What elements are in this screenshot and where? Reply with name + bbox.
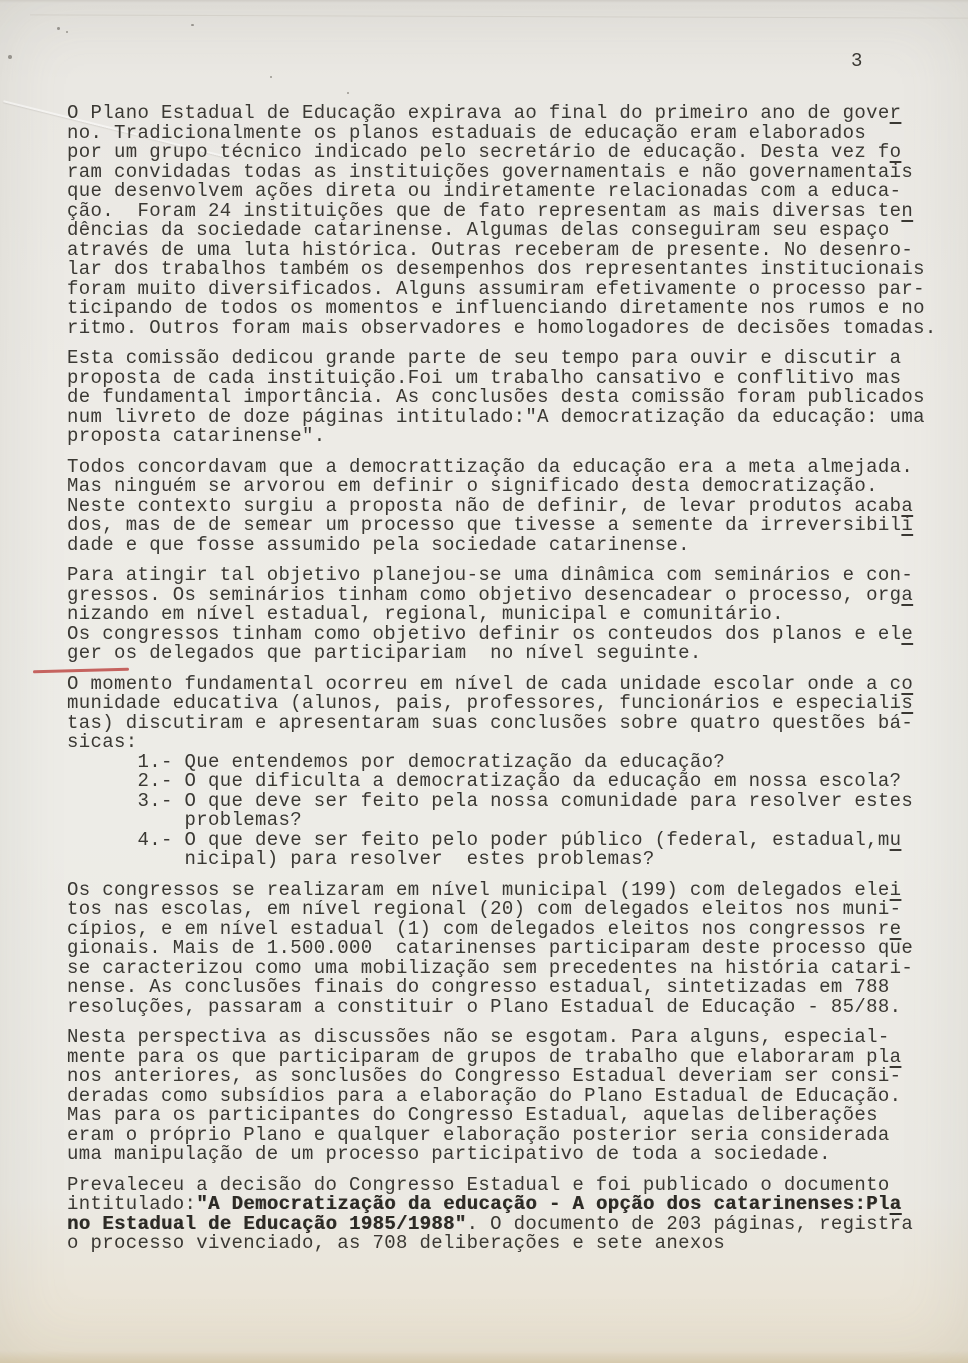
paragraph-2: [67, 349, 937, 447]
text-segment: Neste contexto surgiu a proposta não de definir, de levar produtos acab: [67, 494, 902, 517]
text-segment: num livreto de doze páginas intitulado:"A democratização da educação: uma: [67, 405, 925, 428]
text-segment: a: [901, 583, 914, 606]
text-segment: Os congressos tinham como objetivo definir os conteudos dos planos e el: [67, 622, 902, 645]
typewritten-text-block: [67, 104, 937, 1265]
text-segment: Os congressos se realizaram em nível municipal (199) com delegados ele: [67, 878, 890, 901]
text-segment: a: [889, 1193, 902, 1215]
text-segment: i: [901, 514, 914, 536]
text-line: [67, 850, 937, 870]
text-segment: lar dos trabalhos também os desempenhos dos representantes institucionais: [67, 258, 925, 280]
page-number: 3: [851, 50, 863, 72]
text-segment: mente para os que participaram de grupos de trabalho que elaboraram pl: [67, 1045, 890, 1068]
text-segment: 3.- O que deve ser feito pela nossa comunidade para resolver estes: [67, 789, 914, 812]
text-segment: tos nas escolas, em nível regional (20) com delegados eleitos nos muni-: [67, 898, 902, 920]
text-segment: proposta catarinense".: [67, 425, 326, 447]
text-segment: ram convidadas todas as instituições governamentais e não governamentais: [67, 160, 914, 183]
text-segment: intitulado:: [67, 1193, 197, 1215]
scan-speck: [347, 92, 349, 94]
text-segment: o processo vivenciado, as 708 deliberações e sete anexos: [67, 1232, 726, 1254]
text-segment: 4.- O que deve ser feito pelo poder público (federal, estadual,m: [67, 828, 890, 851]
text-segment: ritmo. Outros foram mais observadores e homologadores de decisões tomadas.: [67, 316, 937, 339]
paragraph-8: [67, 1173, 937, 1254]
text-line: [67, 711, 937, 734]
text-segment: foram muito diversificados. Alguns assumiram efetivamente o processo par-: [67, 277, 925, 300]
text-segment: O Plano Estadual de Educação expirava ao final do primeiro ano de gove: [67, 102, 890, 124]
text-segment: O momento fundamental ocorreu em nível de cada unidade escolar onde a c: [67, 672, 902, 695]
text-segment: gionais. Mais de 1.500.000 catarinenses participaram deste processo que: [67, 937, 914, 959]
text-segment: Nesta perspectiva as discussões não se esgotam. Para alguns, especial-: [67, 1026, 890, 1048]
text-segment: o: [901, 672, 914, 695]
text-segment: a: [901, 494, 914, 517]
text-segment: no Estadual de Educação 1985/1988": [67, 1212, 467, 1235]
text-segment: através de uma luta histórica. Outras receberam de presente. No desenro-: [67, 238, 914, 261]
text-segment: u: [889, 828, 902, 851]
text-segment: ger os delegados que participariam no nível seguinte.: [67, 642, 702, 664]
scan-speck: [8, 55, 12, 59]
text-segment: dade e que fosse assumido pela sociedade catarinense.: [67, 533, 690, 556]
paragraph-7: [67, 1028, 937, 1165]
text-line: [67, 1234, 937, 1254]
text-segment: no. Tradicionalmente os planos estaduais de educação eram elaborados: [67, 121, 867, 144]
text-line: [67, 644, 937, 664]
scan-crease: [30, 14, 968, 18]
text-segment: eram o próprio Plano e qualquer elaboração posterior seria considerada: [67, 1123, 890, 1146]
text-segment: cípios, e em nível estadual (1) com delegados eleitos nos congressos r: [67, 917, 890, 940]
text-segment: n: [901, 199, 914, 222]
paragraph-1: [67, 104, 937, 338]
text-segment: proposta de cada instituição.Foi um trabalho cansativo e conflitivo mas: [67, 366, 902, 389]
text-segment: de fundamental importância. As conclusões desta comissão foram publicados: [67, 386, 925, 408]
text-segment: uma manipulação de um processo participativo de toda a sociedade.: [67, 1143, 831, 1165]
text-segment: Todos concordavam que a democrattização da educação era a meta almejada.: [67, 455, 914, 478]
scan-speck: [270, 76, 272, 78]
text-segment: problemas?: [67, 809, 303, 831]
text-segment: 2.- O que dificulta a democratização da educação em nossa escola?: [67, 770, 902, 792]
paragraph-6: [67, 878, 937, 1018]
scan-bottom-edge: [0, 1351, 968, 1363]
text-segment: nicipal) para resolver estes problemas?: [67, 848, 655, 870]
text-segment: por um grupo técnico indicado pelo secretário de educação. Desta vez f: [67, 141, 890, 163]
text-segment: o: [889, 141, 902, 163]
text-line: [67, 427, 937, 447]
text-segment: "A Democratização da educação - A opção dos catarinenses:Pl: [196, 1193, 890, 1215]
text-segment: e: [889, 917, 902, 940]
text-segment: dências da sociedade catarinense. Algumas delas conseguiram seu espaço: [67, 219, 890, 241]
scan-top-edge: [0, 0, 968, 3]
text-segment: nos anteriores, as sonclusões do Congresso Estadual deveriam ser consi-: [67, 1065, 902, 1087]
text-segment: tas) discutiram e apresentaram suas conclusões sobre quatro questões bá-: [67, 711, 914, 734]
text-segment: Para atingir tal objetivo planejou-se uma dinâmica com seminários e con-: [67, 564, 914, 586]
text-segment: nense. As conclusões finais do congresso estadual, sintetizadas em 788: [67, 976, 890, 998]
text-segment: Esta comissão dedicou grande parte de seu tempo para ouvir e discutir a: [67, 347, 902, 369]
text-segment: ção. Foram 24 instituições que de fato representam as mais diversas te: [67, 199, 902, 222]
paragraph-5-with-question-list: [67, 672, 937, 870]
text-segment: sicas:: [67, 731, 138, 753]
scan-speck: [66, 31, 68, 33]
text-segment: resoluções, passaram a constituir o Plano Estadual de Educação - 85/88.: [67, 995, 902, 1018]
text-segment: gressos. Os seminários tinham como objetivo desencadear o processo, org: [67, 583, 902, 606]
text-line: [67, 995, 937, 1018]
text-line: [67, 533, 937, 556]
text-segment: r: [889, 102, 902, 124]
text-segment: Mas ninguém se arvorou em definir o significado desta democratização.: [67, 475, 878, 497]
text-segment: 1.- Que entendemos por democratização da educação?: [67, 750, 726, 773]
scan-speck: [191, 24, 194, 26]
text-segment: Mas para os participantes do Congresso Estadual, aquelas deliberações: [67, 1104, 878, 1126]
text-segment: s: [901, 692, 914, 714]
text-segment: i: [889, 878, 902, 901]
text-segment: dos, mas de de semear um processo que tivesse a semente da irreversibil: [67, 514, 902, 536]
scan-speck: [57, 27, 60, 30]
paragraph-4: [67, 566, 937, 664]
text-line: [67, 316, 937, 339]
text-segment: ticipando de todos os momentos e influenciando diretamente nos rumos e no: [67, 297, 925, 319]
text-segment: que desenvolvem ações direta ou indiretamente relacionadas com a educa-: [67, 180, 902, 202]
text-segment: Prevaleceu a decisão do Congresso Estadual e foi publicado o documento: [67, 1173, 890, 1196]
text-segment: e: [901, 622, 914, 645]
text-segment: a: [889, 1045, 902, 1068]
paragraph-3: [67, 455, 937, 556]
text-segment: nizando em nível estadual, regional, municipal e comunitário.: [67, 603, 784, 625]
text-line: [67, 1145, 937, 1165]
text-segment: deradas como subsídios para a elaboração do Plano Estadual de Educação.: [67, 1084, 902, 1107]
text-segment: se caracterizou como uma mobilização sem precedentes na história catari-: [67, 956, 914, 979]
text-segment: munidade educativa (alunos, pais, professores, funcionários e especiali: [67, 692, 902, 714]
text-segment: . O documento de 203 páginas, registra: [466, 1212, 914, 1235]
